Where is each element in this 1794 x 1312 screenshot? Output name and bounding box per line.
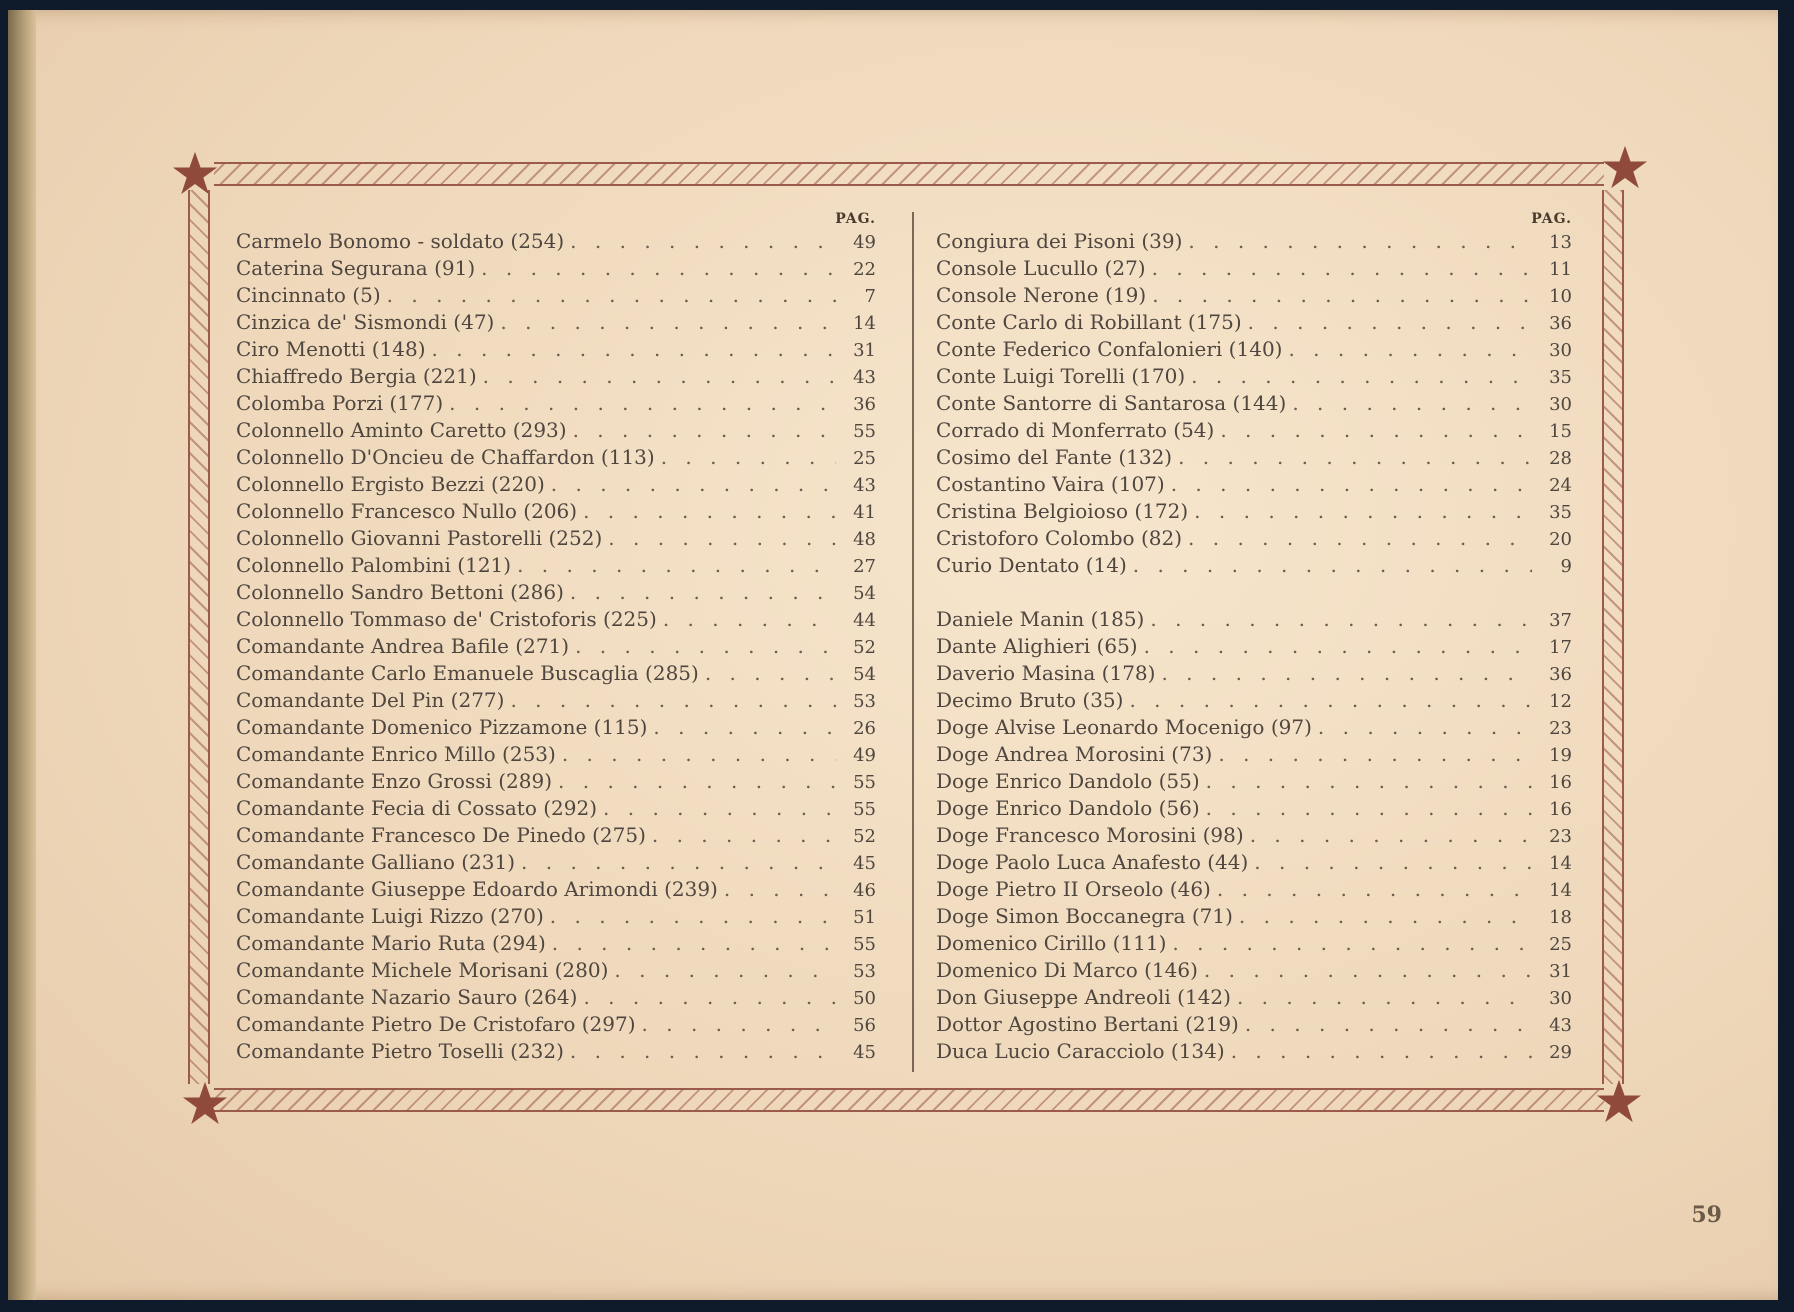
index-entry [936, 687, 1572, 714]
index-entry [236, 363, 876, 390]
star-icon [182, 1080, 228, 1126]
entry-page: 56 [853, 1015, 876, 1036]
dot-leader [1218, 741, 1532, 768]
dot-leader [1188, 228, 1532, 255]
entry-name: Doge Enrico Dandolo (55) [936, 769, 1200, 793]
index-column-right [936, 210, 1572, 1065]
index-entry [236, 1038, 876, 1065]
dot-leader [1144, 633, 1532, 660]
entry-page: 51 [853, 907, 876, 928]
entry-name: Comandante Francesco De Pinedo (275) [236, 823, 646, 847]
entry-name: Comandante Michele Morisani (280) [236, 958, 609, 982]
dot-leader [1172, 930, 1532, 957]
page-number: 59 [1691, 1202, 1722, 1228]
entry-name: Conte Luigi Torelli (170) [936, 364, 1186, 388]
dot-leader [1204, 957, 1532, 984]
entry-page: 27 [853, 556, 876, 577]
index-entry [236, 498, 876, 525]
dot-leader [562, 741, 836, 768]
dot-leader [387, 282, 836, 309]
entry-name: Daverio Masina (178) [936, 661, 1156, 685]
entry-page: 30 [1549, 988, 1572, 1009]
index-entry [936, 1038, 1572, 1065]
index-entry [936, 849, 1572, 876]
index-entry [936, 903, 1572, 930]
entry-name: Cristina Belgioioso (172) [936, 499, 1189, 523]
index-entry [936, 984, 1572, 1011]
pag-header: PAG. [1531, 211, 1572, 227]
entry-name: Dottor Agostino Bertani (219) [936, 1012, 1239, 1036]
entry-name: Cinzica de' Sismondi (47) [236, 310, 495, 334]
dot-leader [603, 795, 836, 822]
dot-leader [1152, 282, 1532, 309]
entry-list [936, 228, 1572, 579]
index-entry [936, 1011, 1572, 1038]
pag-header: PAG. [835, 211, 876, 227]
index-entry [936, 633, 1572, 660]
entry-name: Comandante Pietro Toselli (232) [236, 1039, 564, 1063]
index-entry [936, 768, 1572, 795]
entry-name: Comandante Andrea Bafile (271) [236, 634, 570, 658]
entry-name: Colonnello Ergisto Bezzi (220) [236, 472, 545, 496]
dot-leader [1150, 606, 1532, 633]
index-entry [936, 525, 1572, 552]
dot-leader [575, 633, 836, 660]
dot-leader [608, 525, 836, 552]
star-icon [172, 150, 218, 196]
entry-name: Comandante Pietro De Cristofaro (297) [236, 1012, 636, 1036]
dot-leader [1288, 336, 1532, 363]
index-entry [236, 309, 876, 336]
entry-page: 49 [853, 745, 876, 766]
dot-leader [583, 984, 836, 1011]
dot-leader [510, 687, 836, 714]
book-spine [8, 10, 36, 1300]
dot-leader [1292, 390, 1532, 417]
entry-name: Chiaffredo Bergia (221) [236, 364, 477, 388]
index-entry [936, 471, 1572, 498]
entry-page: 16 [1549, 772, 1572, 793]
dot-leader [517, 552, 836, 579]
entry-name: Doge Enrico Dandolo (56) [936, 796, 1200, 820]
dot-leader [653, 714, 836, 741]
entry-name: Congiura dei Pisoni (39) [936, 229, 1183, 253]
entry-page: 49 [853, 232, 876, 253]
index-entry [936, 498, 1572, 525]
dot-leader [663, 606, 836, 633]
entry-page: 52 [853, 637, 876, 658]
index-entry [936, 714, 1572, 741]
index-entry [936, 444, 1572, 471]
entry-name: Colonnello D'Oncieu de Chaffardon (113) [236, 445, 655, 469]
entry-name: Cincinnato (5) [236, 283, 381, 307]
dot-leader [1161, 660, 1532, 687]
entry-page: 43 [853, 367, 876, 388]
entry-name: Doge Alvise Leonardo Mocenigo (97) [936, 715, 1312, 739]
entry-list [236, 228, 876, 1065]
dot-leader [1206, 795, 1532, 822]
index-entry [936, 309, 1572, 336]
index-entry [236, 849, 876, 876]
entry-page: 41 [853, 502, 876, 523]
entry-page: 15 [1549, 421, 1572, 442]
dot-leader [551, 471, 836, 498]
entry-page: 28 [1549, 448, 1572, 469]
entry-page: 16 [1549, 799, 1572, 820]
entry-page: 25 [853, 448, 876, 469]
dot-leader [1239, 903, 1532, 930]
star-icon [1602, 144, 1648, 190]
entry-page: 55 [853, 772, 876, 793]
index-entry [236, 903, 876, 930]
dot-leader [661, 444, 836, 471]
entry-name: Carmelo Bonomo - soldato (254) [236, 229, 565, 253]
dot-leader [1152, 255, 1532, 282]
entry-page: 46 [853, 880, 876, 901]
entry-page: 55 [853, 421, 876, 442]
dot-leader [500, 309, 836, 336]
entry-name: Colonnello Francesco Nullo (206) [236, 499, 578, 523]
entry-name: Comandante Fecia di Cossato (292) [236, 796, 598, 820]
bottom-border-ornament [214, 1088, 1604, 1112]
entry-name: Colonnello Sandro Bettoni (286) [236, 580, 564, 604]
index-entry [236, 930, 876, 957]
entry-name: Decimo Bruto (35) [936, 688, 1124, 712]
dot-leader [583, 498, 836, 525]
entry-page: 7 [864, 286, 876, 307]
index-entry [236, 606, 876, 633]
entry-page: 14 [853, 313, 876, 334]
dot-leader [1217, 876, 1532, 903]
column-divider [912, 212, 914, 1072]
dot-leader [1171, 471, 1532, 498]
entry-page: 11 [1549, 259, 1572, 280]
entry-page: 54 [853, 583, 876, 604]
dot-leader [1178, 444, 1532, 471]
entry-name: Conte Carlo di Robillant (175) [936, 310, 1242, 334]
entry-name: Domenico Di Marco (146) [936, 958, 1198, 982]
dot-leader [1250, 822, 1532, 849]
dot-leader [1318, 714, 1532, 741]
entry-name: Corrado di Monferrato (54) [936, 418, 1215, 442]
index-entry [936, 606, 1572, 633]
entry-name: Cristoforo Colombo (82) [936, 526, 1183, 550]
entry-name: Dante Alighieri (65) [936, 634, 1138, 658]
entry-page: 55 [853, 799, 876, 820]
dot-leader [481, 255, 836, 282]
dot-leader [1254, 849, 1532, 876]
index-entry [936, 795, 1572, 822]
dot-leader [1188, 525, 1532, 552]
entry-name: Colonnello Tommaso de' Cristoforis (225) [236, 607, 657, 631]
entry-page: 44 [853, 610, 876, 631]
entry-name: Comandante Carlo Emanuele Buscaglia (285) [236, 661, 699, 685]
dot-leader [432, 336, 836, 363]
index-entry [236, 984, 876, 1011]
entry-name: Costantino Vaira (107) [936, 472, 1165, 496]
entry-list [936, 606, 1572, 1065]
dot-leader [1129, 687, 1532, 714]
dot-leader [521, 849, 836, 876]
entry-page: 29 [1549, 1042, 1572, 1063]
entry-name: Colonnello Aminto Caretto (293) [236, 418, 567, 442]
index-entry [936, 822, 1572, 849]
section-gap [936, 579, 1572, 606]
entry-page: 37 [1549, 610, 1572, 631]
entry-name: Cosimo del Fante (132) [936, 445, 1173, 469]
index-entry [936, 336, 1572, 363]
top-border-ornament [214, 162, 1604, 186]
left-border-ornament [188, 190, 210, 1084]
book-page [8, 10, 1778, 1300]
dot-leader [642, 1011, 836, 1038]
index-entry [936, 282, 1572, 309]
dot-leader [1191, 363, 1532, 390]
entry-page: 43 [1549, 1015, 1572, 1036]
entry-name: Comandante Giuseppe Edoardo Arimondi (239) [236, 877, 718, 901]
dot-leader [652, 822, 836, 849]
index-entry [936, 255, 1572, 282]
index-entry [236, 471, 876, 498]
index-entry [236, 390, 876, 417]
entry-page: 50 [853, 988, 876, 1009]
index-entry [236, 417, 876, 444]
index-entry [236, 687, 876, 714]
dot-leader [724, 876, 836, 903]
dot-leader [570, 1038, 836, 1065]
index-entry [236, 876, 876, 903]
entry-page: 30 [1549, 340, 1572, 361]
index-entry [236, 255, 876, 282]
dot-leader [1248, 309, 1532, 336]
entry-page: 45 [853, 1042, 876, 1063]
entry-page: 20 [1549, 529, 1572, 550]
entry-page: 23 [1549, 826, 1572, 847]
index-entry [936, 390, 1572, 417]
entry-page: 18 [1549, 907, 1572, 928]
dot-leader [1206, 768, 1532, 795]
index-entry [236, 714, 876, 741]
entry-name: Comandante Nazario Sauro (264) [236, 985, 578, 1009]
entry-page: 31 [853, 340, 876, 361]
dot-leader [614, 957, 836, 984]
entry-page: 43 [853, 475, 876, 496]
index-entry [236, 444, 876, 471]
index-entry [236, 552, 876, 579]
index-entry [936, 417, 1572, 444]
index-entry [236, 525, 876, 552]
index-entry [236, 957, 876, 984]
entry-page: 48 [853, 529, 876, 550]
entry-page: 25 [1549, 934, 1572, 955]
dot-leader [550, 903, 836, 930]
entry-page: 53 [853, 961, 876, 982]
entry-name: Ciro Menotti (148) [236, 337, 426, 361]
entry-name: Comandante Enzo Grossi (289) [236, 769, 553, 793]
entry-name: Comandante Mario Ruta (294) [236, 931, 546, 955]
dot-leader [705, 660, 836, 687]
entry-name: Colonnello Giovanni Pastorelli (252) [236, 526, 603, 550]
dot-leader [573, 417, 836, 444]
index-entry [936, 957, 1572, 984]
entry-name: Curio Dentato (14) [936, 553, 1127, 577]
index-entry [236, 822, 876, 849]
entry-name: Comandante Domenico Pizzamone (115) [236, 715, 648, 739]
entry-page: 45 [853, 853, 876, 874]
dot-leader [1237, 984, 1532, 1011]
entry-page: 24 [1549, 475, 1572, 496]
entry-page: 54 [853, 664, 876, 685]
entry-name: Console Lucullo (27) [936, 256, 1146, 280]
entry-name: Caterina Segurana (91) [236, 256, 476, 280]
index-entry [936, 876, 1572, 903]
index-entry [936, 930, 1572, 957]
index-entry [936, 228, 1572, 255]
entry-page: 36 [853, 394, 876, 415]
entry-page: 23 [1549, 718, 1572, 739]
right-border-ornament [1602, 190, 1624, 1084]
index-column-left [236, 210, 876, 1065]
entry-page: 14 [1549, 853, 1572, 874]
entry-page: 13 [1549, 232, 1572, 253]
star-icon [1596, 1078, 1642, 1124]
index-entry [936, 363, 1572, 390]
index-frame [184, 162, 1624, 1112]
entry-page: 55 [853, 934, 876, 955]
entry-page: 17 [1549, 637, 1572, 658]
entry-name: Comandante Enrico Millo (253) [236, 742, 556, 766]
entry-name: Comandante Del Pin (277) [236, 688, 505, 712]
index-entry [936, 660, 1572, 687]
entry-name: Comandante Luigi Rizzo (270) [236, 904, 544, 928]
entry-page: 36 [1549, 313, 1572, 334]
index-entry [936, 741, 1572, 768]
entry-page: 35 [1549, 367, 1572, 388]
index-entry [236, 633, 876, 660]
entry-name: Duca Lucio Caracciolo (134) [936, 1039, 1225, 1063]
entry-page: 36 [1549, 664, 1572, 685]
entry-name: Don Giuseppe Andreoli (142) [936, 985, 1231, 1009]
entry-name: Domenico Cirillo (111) [936, 931, 1167, 955]
entry-name: Doge Francesco Morosini (98) [936, 823, 1244, 847]
entry-page: 9 [1560, 556, 1572, 577]
entry-name: Comandante Galliano (231) [236, 850, 516, 874]
entry-page: 14 [1549, 880, 1572, 901]
entry-name: Colomba Porzi (177) [236, 391, 444, 415]
index-entry [236, 768, 876, 795]
entry-page: 26 [853, 718, 876, 739]
entry-page: 52 [853, 826, 876, 847]
entry-page: 30 [1549, 394, 1572, 415]
dot-leader [552, 930, 836, 957]
index-entry [236, 282, 876, 309]
dot-leader [449, 390, 836, 417]
entry-name: Doge Pietro II Orseolo (46) [936, 877, 1211, 901]
entry-page: 19 [1549, 745, 1572, 766]
entry-name: Doge Simon Boccanegra (71) [936, 904, 1233, 928]
entry-page: 22 [853, 259, 876, 280]
dot-leader [1220, 417, 1532, 444]
dot-leader [558, 768, 836, 795]
dot-leader [1245, 1011, 1532, 1038]
dot-leader [1194, 498, 1532, 525]
index-entry [236, 579, 876, 606]
dot-leader [483, 363, 836, 390]
dot-leader [1231, 1038, 1532, 1065]
entry-name: Conte Federico Confalonieri (140) [936, 337, 1283, 361]
entry-page: 35 [1549, 502, 1572, 523]
entry-name: Colonnello Palombini (121) [236, 553, 512, 577]
index-entry [236, 1011, 876, 1038]
entry-name: Doge Paolo Luca Anafesto (44) [936, 850, 1249, 874]
index-entry [236, 660, 876, 687]
entry-name: Daniele Manin (185) [936, 607, 1145, 631]
entry-page: 10 [1549, 286, 1572, 307]
dot-leader [570, 228, 836, 255]
entry-page: 31 [1549, 961, 1572, 982]
entry-page: 12 [1549, 691, 1572, 712]
index-entry [936, 552, 1572, 579]
entry-name: Doge Andrea Morosini (73) [936, 742, 1213, 766]
entry-page: 53 [853, 691, 876, 712]
index-entry [236, 795, 876, 822]
entry-name: Console Nerone (19) [936, 283, 1147, 307]
entry-name: Conte Santorre di Santarosa (144) [936, 391, 1287, 415]
index-entry [236, 336, 876, 363]
dot-leader [570, 579, 836, 606]
dot-leader [1133, 552, 1532, 579]
index-entry [236, 228, 876, 255]
index-entry [236, 741, 876, 768]
